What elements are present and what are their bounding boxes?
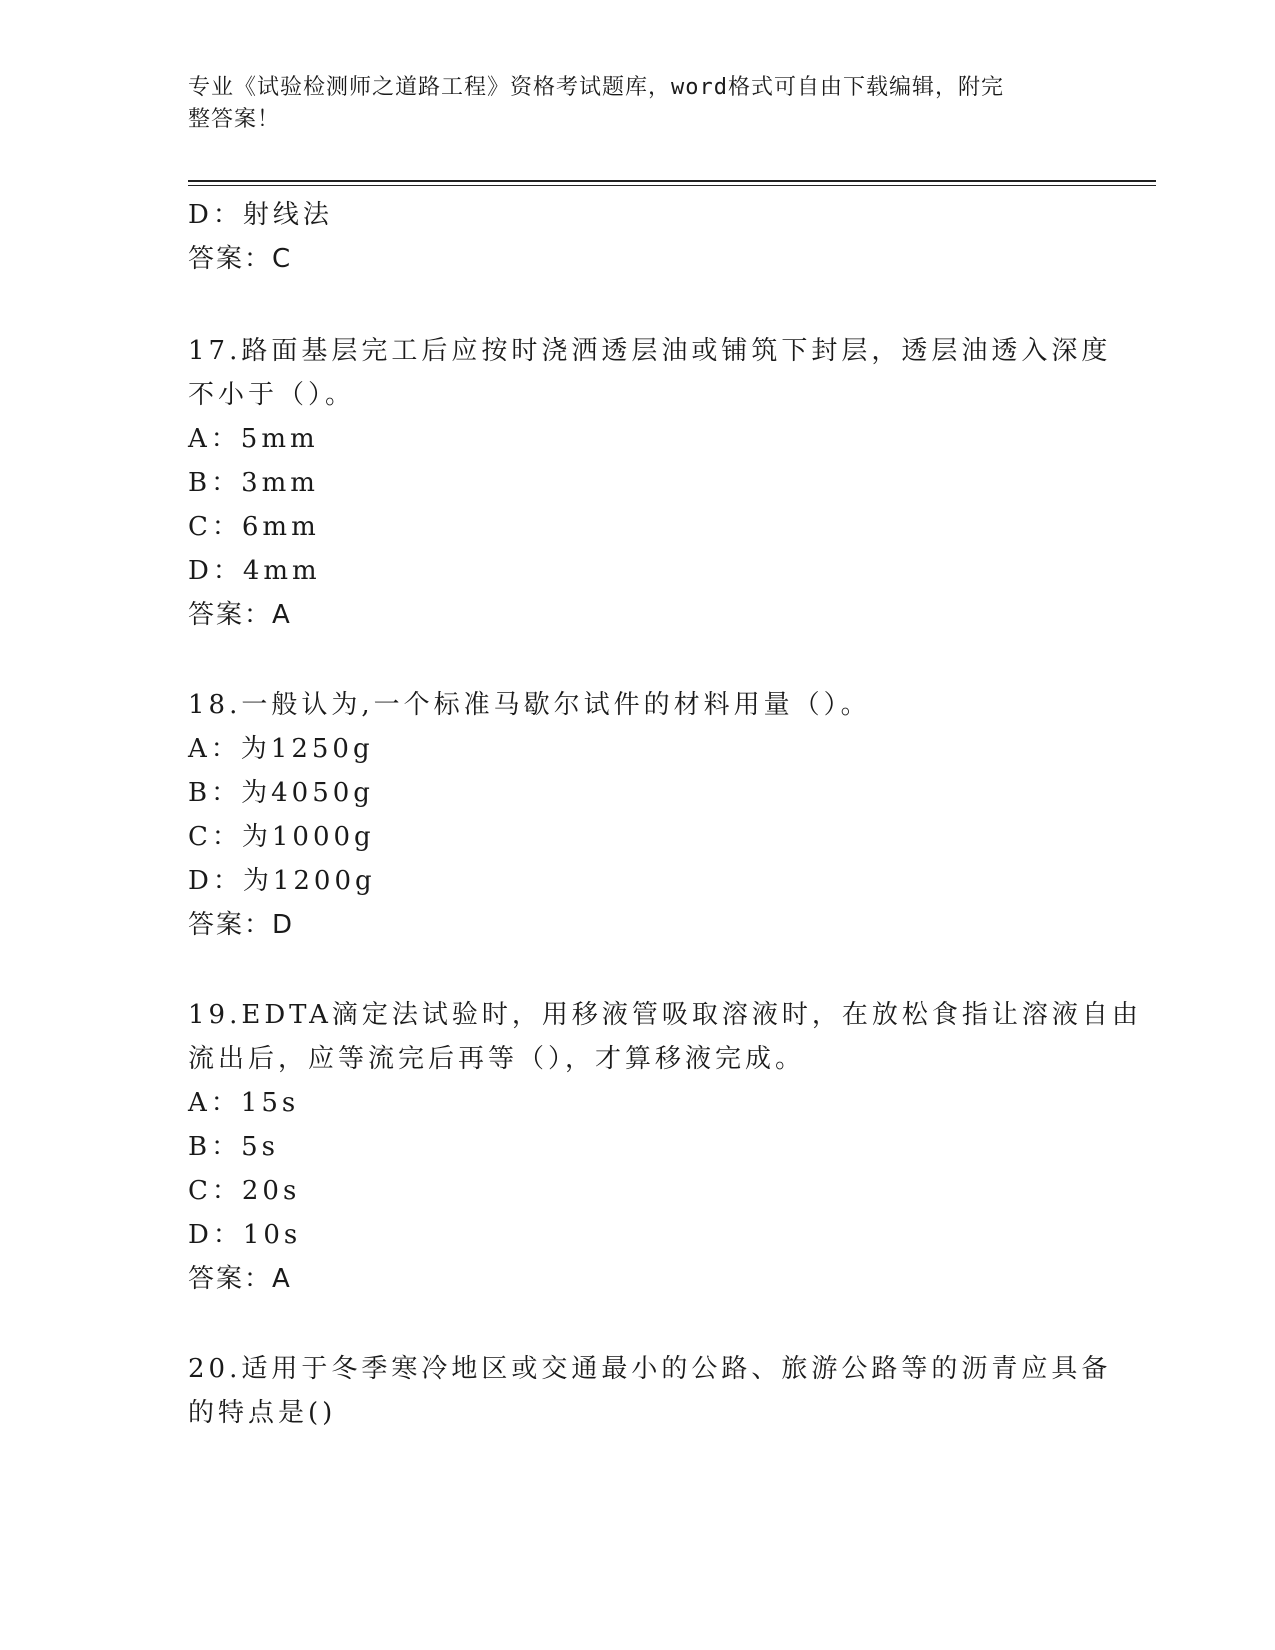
q17-option-b: B：3mm bbox=[188, 468, 319, 498]
q19-option-b: B：5s bbox=[188, 1132, 279, 1162]
q18-answer: 答案：D bbox=[188, 910, 295, 940]
q18-option-a: A：为1250g bbox=[188, 734, 374, 764]
q17-answer: 答案：A bbox=[188, 600, 292, 630]
q17-stem-line-1: 17.路面基层完工后应按时浇洒透层油或铺筑下封层，透层油透入深度 bbox=[188, 336, 1112, 366]
q18-option-c: C：为1000g bbox=[188, 822, 375, 852]
q18-option-b: B：为4050g bbox=[188, 778, 374, 808]
q19-stem-line-1: 19.EDTA滴定法试验时，用移液管吸取溶液时，在放松食指让溶液自由 bbox=[188, 1000, 1142, 1030]
header-line-1: 专业《试验检测师之道路工程》资格考试题库，word格式可自由下载编辑，附完 bbox=[188, 75, 1004, 100]
q17-option-d: D：4mm bbox=[188, 556, 321, 586]
header-divider-thin bbox=[188, 185, 1156, 186]
q19-option-a: A：15s bbox=[188, 1088, 300, 1118]
q17-stem-line-2: 不小于（）。 bbox=[188, 380, 356, 410]
header-line-2: 整答案！ bbox=[188, 107, 281, 132]
q19-stem-line-2: 流出后，应等流完后再等（），才算移液完成。 bbox=[188, 1044, 806, 1074]
q16-option-d: D：射线法 bbox=[188, 200, 333, 230]
header-divider-thick bbox=[188, 180, 1156, 182]
q16-answer: 答案：C bbox=[188, 244, 293, 274]
q19-option-d: D：10s bbox=[188, 1220, 302, 1250]
q19-answer: 答案：A bbox=[188, 1264, 292, 1294]
q18-option-d: D：为1200g bbox=[188, 866, 376, 896]
q19-option-c: C：20s bbox=[188, 1176, 301, 1206]
q17-option-c: C：6mm bbox=[188, 512, 320, 542]
document-header bbox=[188, 72, 1068, 136]
q18-stem-line-1: 18.一般认为,一个标准马歇尔试件的材料用量（）。 bbox=[188, 690, 871, 720]
q20-stem-line-1: 20.适用于冬季寒冷地区或交通最小的公路、旅游公路等的沥青应具备 bbox=[188, 1354, 1112, 1384]
q20-stem-line-2: 的特点是() bbox=[188, 1398, 337, 1428]
q17-option-a: A：5mm bbox=[188, 424, 319, 454]
